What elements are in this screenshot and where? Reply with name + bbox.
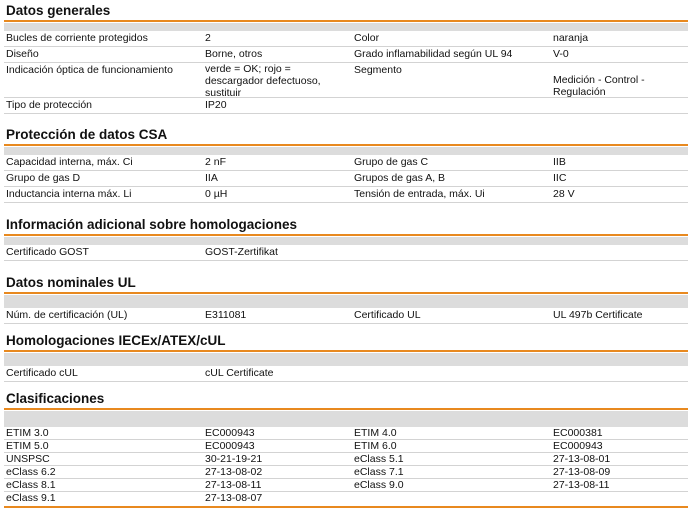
section-title: Protección de datos CSA [6, 127, 168, 142]
value: 27-13-08-09 [553, 466, 611, 478]
table-row [4, 63, 688, 98]
header-band [4, 23, 688, 31]
label: Indicación óptica de funcionamiento [6, 64, 173, 76]
header-band [4, 147, 688, 155]
table-row [4, 453, 688, 466]
table-row [4, 479, 688, 492]
divider [4, 144, 688, 146]
label: Núm. de certificación (UL) [6, 309, 128, 321]
label: ETIM 3.0 [6, 427, 49, 439]
label: Grupos de gas A, B [354, 172, 446, 184]
value: E311081 [205, 309, 247, 321]
section-clasificaciones [4, 390, 688, 508]
header-band [4, 353, 688, 366]
label: Certificado GOST [6, 246, 89, 258]
header-band [4, 411, 688, 427]
section-proteccion-csa [4, 126, 688, 203]
value: UL 497b Certificate [553, 309, 643, 321]
label: Segmento [354, 64, 402, 76]
value: 27-13-08-11 [553, 479, 610, 491]
value: verde = OK; rojo = descargador defectuoso, sustituir [205, 63, 321, 99]
label: Color [354, 32, 380, 44]
table-row [4, 98, 688, 114]
value: 27-13-08-02 [205, 466, 263, 478]
table-row [4, 440, 688, 453]
label: Grupo de gas C [354, 156, 429, 168]
section-info-homologaciones [4, 216, 688, 261]
label: ETIM 6.0 [354, 440, 397, 452]
divider [4, 292, 688, 294]
value: IP20 [205, 99, 227, 111]
table-row [4, 171, 688, 187]
label: Grupo de gas D [6, 172, 81, 184]
table-row [4, 466, 688, 479]
value: 2 [205, 32, 211, 44]
table-row [4, 31, 688, 47]
value: V-0 [553, 48, 569, 60]
label: Bucles de corriente protegidos [6, 32, 148, 44]
value: IIC [553, 172, 567, 184]
label: Certificado cUL [6, 367, 78, 379]
value: 2 nF [205, 156, 227, 168]
value: Medición - Control - Regulación [553, 74, 645, 98]
table-row [4, 245, 688, 261]
header-band [4, 237, 688, 245]
table-row [4, 155, 688, 171]
value: 27-13-08-11 [205, 479, 262, 491]
table-row [4, 308, 688, 324]
label: ETIM 4.0 [354, 427, 397, 439]
value: cUL Certificate [205, 367, 274, 379]
value: Borne, otros [205, 48, 263, 60]
divider [4, 234, 688, 236]
value: EC000943 [205, 427, 255, 439]
section-datos-generales [4, 2, 688, 114]
section-title: Datos nominales UL [6, 275, 136, 290]
divider [4, 350, 688, 352]
value: IIB [553, 156, 566, 168]
label: Capacidad interna, máx. Ci [6, 156, 133, 168]
divider [4, 408, 688, 410]
table-row [4, 187, 688, 203]
value: 27-13-08-07 [205, 492, 263, 504]
value: 30-21-19-21 [205, 453, 263, 465]
table-row [4, 366, 688, 382]
section-title: Datos generales [6, 3, 111, 18]
label: Inductancia interna máx. Li [6, 188, 132, 200]
label: eClass 9.0 [354, 479, 404, 491]
value: naranja [553, 32, 589, 44]
table-row [4, 427, 688, 440]
label: Grado inflamabilidad según UL 94 [354, 48, 513, 60]
label: eClass 7.1 [354, 466, 404, 478]
section-title: Homologaciones IECEx/ATEX/cUL [6, 333, 226, 348]
label: eClass 9.1 [6, 492, 56, 504]
value: EC000943 [205, 440, 255, 452]
label: Tensión de entrada, máx. Ui [354, 188, 485, 200]
value: 0 µH [205, 188, 228, 200]
section-title: Clasificaciones [6, 391, 105, 406]
value: 27-13-08-01 [553, 453, 611, 465]
label: Certificado UL [354, 309, 421, 321]
value: GOST-Zertifikat [205, 246, 278, 258]
value: EC000381 [553, 427, 603, 439]
label: eClass 8.1 [6, 479, 56, 491]
label: eClass 5.1 [354, 453, 404, 465]
table-row [4, 492, 688, 504]
label: Tipo de protección [6, 99, 92, 111]
section-datos-ul [4, 274, 688, 324]
label: UNSPSC [6, 453, 50, 465]
value: 28 V [553, 188, 575, 200]
table-row [4, 47, 688, 63]
divider [4, 20, 688, 22]
label: ETIM 5.0 [6, 440, 49, 452]
label: Diseño [6, 48, 39, 60]
value: EC000943 [553, 440, 603, 452]
header-band [4, 295, 688, 308]
label: eClass 6.2 [6, 466, 56, 478]
divider [4, 506, 688, 508]
section-title: Información adicional sobre homologaciones [6, 217, 298, 232]
value: IIA [205, 172, 218, 184]
section-homologaciones-iecex [4, 332, 688, 382]
